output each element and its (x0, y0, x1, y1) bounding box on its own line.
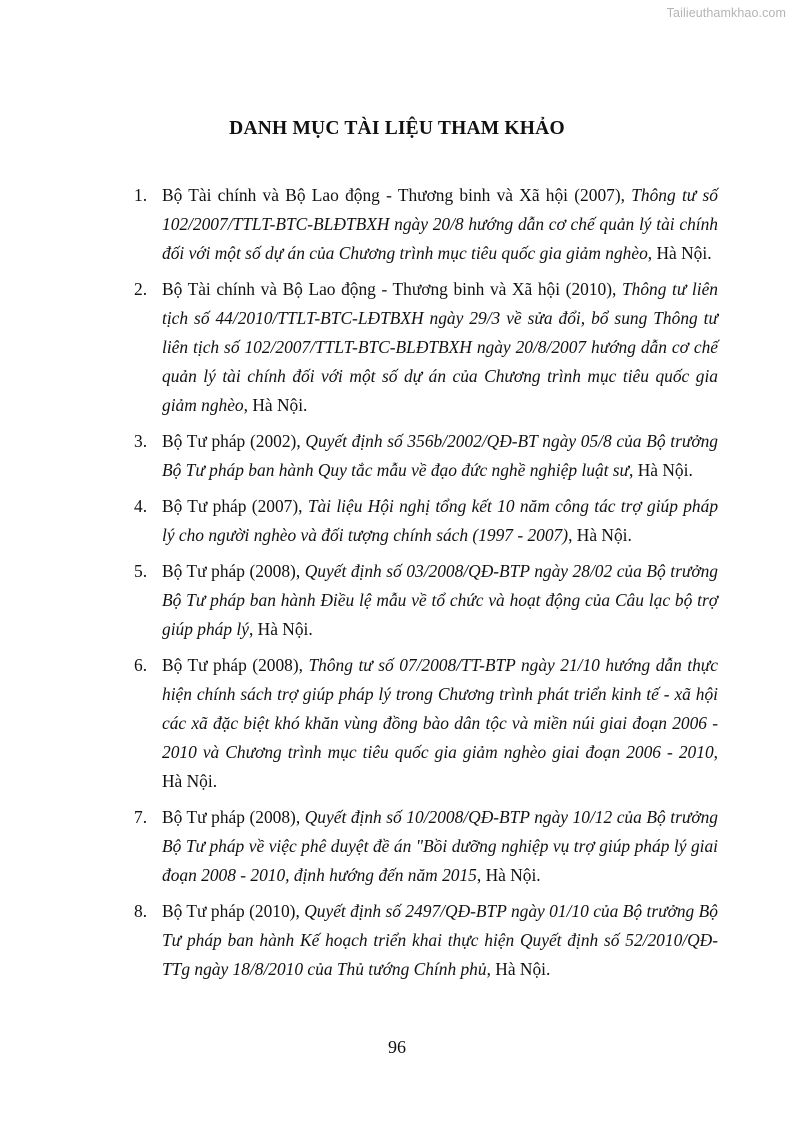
reference-author: Bộ Tài chính và Bộ Lao động - Thương binh và Xã hội (2010), (162, 279, 622, 299)
reference-place: , Hà Nội. (486, 959, 551, 979)
reference-text (162, 803, 718, 890)
reference-number: 8. (134, 901, 148, 921)
reference-title: Quyết định số 356b/2002/QĐ-BT ngày 05/8 của Bộ trưởng Bộ Tư pháp ban hành Quy tắc mẫu về đạo đức nghề nghiệp luật sư (162, 431, 718, 480)
reference-title: Thông tư số 102/2007/TTLT-BTC-BLĐTBXH ngày 20/8 hướng dẫn cơ chế quản lý tài chính đối với một số dự án của Chương trình mục tiêu quốc gia giảm nghèo (162, 185, 718, 263)
reference-place: , Hà Nội. (476, 865, 541, 885)
page-title: DANH MỤC TÀI LIỆU THAM KHẢO (229, 118, 565, 139)
reference-text (162, 181, 718, 268)
reference-item (134, 492, 718, 550)
reference-text (162, 557, 718, 644)
reference-item (134, 651, 718, 796)
reference-author: Bộ Tư pháp (2002), (162, 431, 306, 451)
reference-author: Bộ Tài chính và Bộ Lao động - Thương binh và Xã hội (2007), (162, 185, 632, 205)
reference-title: Tài liệu Hội nghị tổng kết 10 năm công tác trợ giúp pháp lý cho người nghèo và đối tượng chính sách (1997 - 2007) (162, 496, 719, 545)
reference-text (162, 492, 718, 550)
reference-text (162, 651, 718, 796)
reference-title: Quyết định số 10/2008/QĐ-BTP ngày 10/12 của Bộ trưởng Bộ Tư pháp về việc phê duyệt đề án "Bồi dưỡng nghiệp vụ trợ giúp pháp lý giai đoạn 2008 - 2010, định hướng đến năm 2015 (162, 807, 718, 885)
reference-list (134, 181, 718, 991)
reference-number: 1. (134, 185, 148, 205)
reference-number: 2. (134, 279, 148, 299)
reference-item (134, 897, 718, 984)
reference-number: 3. (134, 431, 148, 451)
reference-author: Bộ Tư pháp (2008), (162, 561, 305, 581)
reference-item (134, 275, 718, 420)
reference-author: Bộ Tư pháp (2007), (162, 496, 308, 516)
reference-title: Thông tư số 07/2008/TT-BTP ngày 21/10 hướng dẫn thực hiện chính sách trợ giúp pháp lý trong Chương trình phát triển kinh tế - xã hội các xã đặc biệt khó khăn vùng đồng bào dân tộc và miền núi giai đoạn 2006 - 2010 và Chương trình mục tiêu quốc gia giảm nghèo giai đoạn 2006 - 2010 (162, 655, 718, 762)
reference-text (162, 427, 718, 485)
watermark: Tailieuthamkhao.com (666, 6, 786, 20)
reference-item (134, 557, 718, 644)
reference-title: Quyết định số 03/2008/QĐ-BTP ngày 28/02 của Bộ trưởng Bộ Tư pháp ban hành Điều lệ mẫu về tổ chức và hoạt động của Câu lạc bộ trợ giúp pháp lý (162, 561, 718, 639)
reference-place: , Hà Nội. (243, 395, 308, 415)
reference-place: , Hà Nội. (629, 460, 693, 480)
reference-place: , Hà Nội. (647, 243, 712, 263)
page-number: 96 (388, 1037, 406, 1057)
reference-text (162, 275, 718, 420)
reference-place: , Hà Nội. (248, 619, 313, 639)
reference-author: Bộ Tư pháp (2010), (162, 901, 305, 921)
reference-item (134, 427, 718, 485)
reference-number: 7. (134, 807, 148, 827)
reference-number: 6. (134, 655, 148, 675)
reference-number: 4. (134, 496, 148, 516)
reference-title: Thông tư liên tịch số 44/2010/TTLT-BTC-LĐTBXH ngày 29/3 về sửa đổi, bổ sung Thông tư liên tịch số 102/2007/TTLT-BTC-BLĐTBXH ngày 20/8/2007 hướng dẫn cơ chế quản lý tài chính đối với một số dự án của Chương trình mục tiêu quốc gia giảm nghèo (162, 279, 718, 415)
reference-number: 5. (134, 561, 148, 581)
reference-place: , Hà Nội. (568, 525, 632, 545)
reference-item (134, 803, 718, 890)
reference-author: Bộ Tư pháp (2008), (162, 807, 305, 827)
reference-title: Quyết định số 2497/QĐ-BTP ngày 01/10 của Bộ trưởng Bộ Tư pháp ban hành Kế hoạch triển khai thực hiện Quyết định số 52/2010/QĐ-TTg ngày 18/8/2010 của Thủ tướng Chính phủ (162, 901, 718, 979)
reference-text (162, 897, 718, 984)
reference-place: , Hà Nội. (162, 742, 718, 791)
reference-item (134, 181, 718, 268)
reference-author: Bộ Tư pháp (2008), (162, 655, 309, 675)
